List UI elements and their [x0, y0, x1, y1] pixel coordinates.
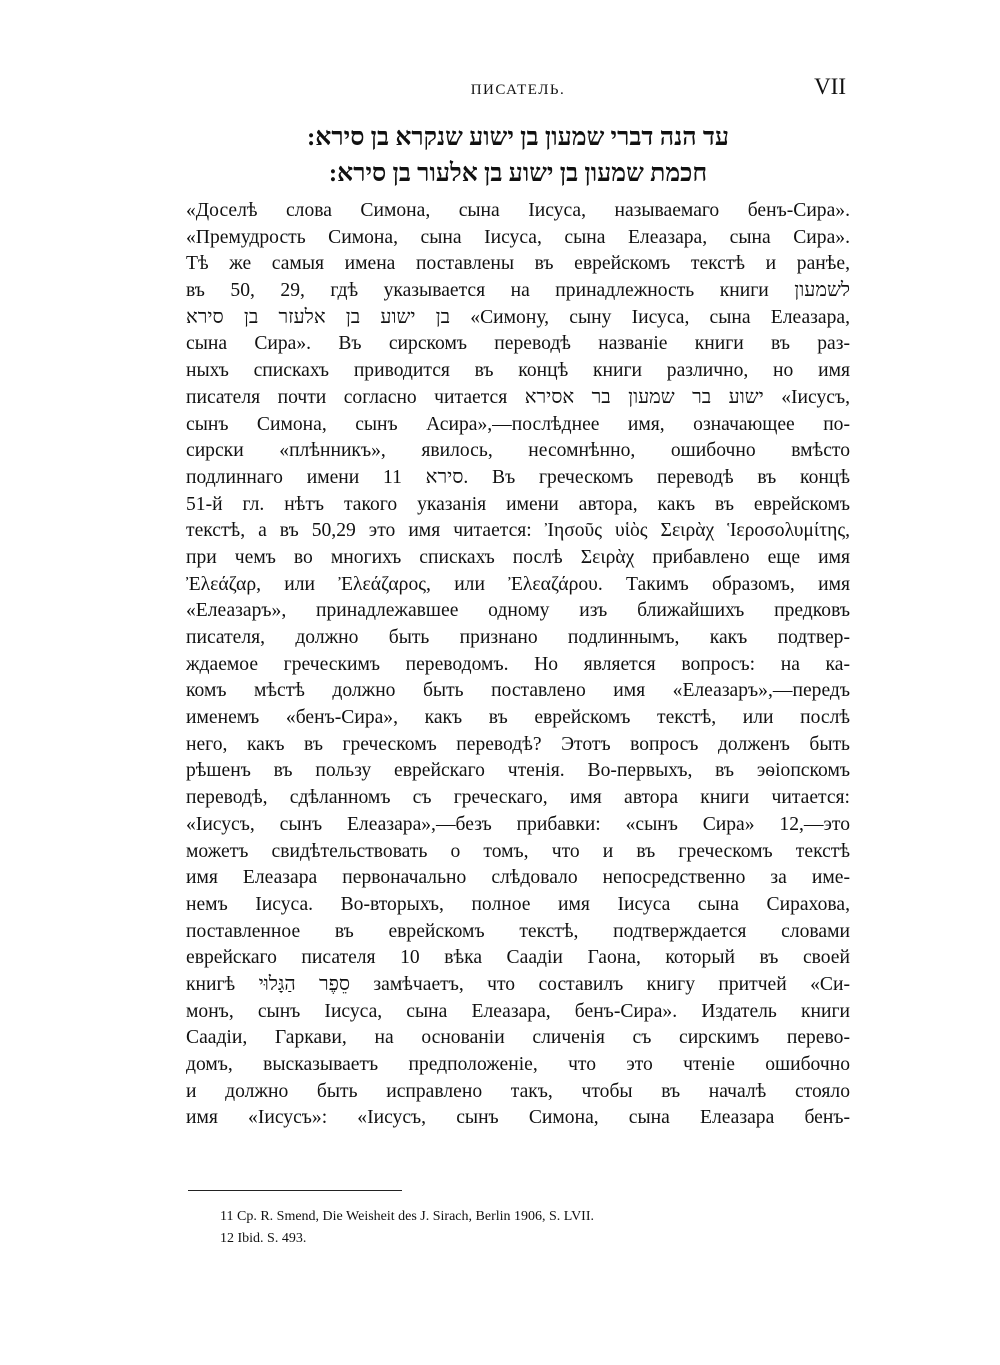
footnotes — [220, 1206, 840, 1250]
text-line: «Іисусъ, сынъ Елеазара»,—безъ прибавки: «сынъ Сира» 12,—это — [186, 813, 850, 835]
text-line: переводѣ, сдѣланномъ съ греческаго, имя автора книги читается: — [186, 787, 850, 809]
hebrew-line: חכמת שמעון בן ישוע בן אלעור בן סירא: — [328, 160, 708, 187]
text-line: «Премудрость Симона, сына Іисуса, сына Елеазара, сына Сира». — [186, 226, 850, 248]
footnote: 11 Ср. R. Smend, Die Weisheit des J. Sirach, Berlin 1906, S. LVII. — [220, 1209, 595, 1224]
text-line: «Елеазаръ», принадлежавшее одному изъ ближайшихъ предковъ — [186, 600, 850, 622]
text-line: въ 50, 29, гдѣ указывается на принадлежность книги לשמעון — [186, 280, 850, 302]
text-line: сынъ Симона, сынъ Асира»,—послѣднее имя, означающее по- — [186, 413, 850, 435]
text-line: текстѣ, а въ 50,29 это имя читается: Ἰησοῦς υἱὸς Σειρὰχ Ἱεροσολυμίτης, — [186, 520, 850, 542]
text-line: подлиннаго имени סירא 11. Въ греческомъ переводѣ въ концѣ — [186, 466, 850, 488]
text-line: монъ, сынъ Іисуса, сына Елеазара, бенъ-Сира». Издатель книги — [186, 1000, 850, 1022]
text-line: сирски «плѣнникъ», явилось, несомнѣнно, ошибочно вмѣсто — [186, 440, 850, 462]
text-line: имя Елеазара первоначально слѣдовало непосредственно за име- — [186, 867, 850, 889]
text-line: домъ, высказываетъ предположеніе, что это чтеніе ошибочно — [186, 1054, 850, 1075]
text-line: имя «Іисусъ»: «Іисусъ, сынъ Симона, сына Елеазара бенъ- — [186, 1107, 850, 1129]
text-line: 51-й гл. нѣтъ такого указанія имени автора, какъ въ еврейскомъ — [186, 493, 850, 515]
text-line: него, какъ въ греческомъ переводѣ? Этотъ вопросъ долженъ быть — [186, 733, 850, 755]
text-line: именемъ «бенъ-Сира», какъ въ еврейскомъ текстѣ, или послѣ — [186, 707, 850, 729]
text-line: немъ Іисуса. Во-вторыхъ, полное имя Іисуса сына Сирахова, — [186, 893, 850, 915]
footnote: 12 Ibid. S. 493. — [220, 1231, 307, 1246]
text-line: בן ישוע בן אלעזר בן סירא «Симону, сыну Іисуса, сына Елеазара, — [186, 306, 850, 328]
text-line: можетъ свидѣтельствовать о томъ, что и въ греческомъ текстѣ — [186, 840, 850, 862]
text-line: и должно быть исправлено такъ, чтобы въ началѣ стояло — [186, 1080, 850, 1102]
text-line: ныхъ спискахъ приводится въ концѣ книги различно, но имя — [186, 360, 850, 382]
text-line: еврейскаго писателя 10 вѣка Саадіи Гаона, который въ своей — [186, 947, 850, 969]
text-line: Саадіи, Гаркави, на основаніи сличенія съ сирскимъ перево- — [186, 1027, 850, 1049]
running-head: ПИСАТЕЛЬ. — [470, 82, 566, 98]
text-line: Тѣ же самыя имена поставлены въ еврейскомъ текстѣ и ранѣе, — [186, 253, 850, 275]
text-line: комъ мѣстѣ должно быть поставлено имя «Елеазаръ»,—передъ — [186, 680, 850, 702]
text-line: книгѣ סֵפֶר הַגָּלוּי замѣчаетъ, что составилъ книгу притчей «Си- — [186, 973, 850, 995]
body-text — [186, 198, 850, 1132]
page-number: VII — [814, 74, 846, 99]
footnote-separator — [188, 1190, 402, 1191]
page-header — [186, 74, 850, 104]
text-line: ждаемое греческимъ переводомъ. Но является вопросъ: на ка- — [186, 653, 850, 675]
text-line: рѣшенъ въ пользу еврейскаго чтенія. Во-первыхъ, въ эѳіопскомъ — [186, 760, 850, 782]
text-line: «Доселѣ слова Симона, сына Іисуса, называемаго бенъ-Сира». — [186, 200, 850, 221]
text-line: сына Сира». Въ сирскомъ переводѣ названіе книги въ раз- — [186, 333, 850, 355]
hebrew-line: עד הנה דברי שמעון בן ישוע שנקרא בן סירא: — [306, 124, 730, 151]
text-line: писателя почти согласно читается ישוע בר שמעון בר אסירא «Іисусъ, — [186, 386, 850, 408]
text-line: при чемъ во многихъ спискахъ послѣ Σειρὰχ прибавлено еще имя — [186, 546, 850, 568]
text-line: Ἐλεάζαρ, или Ἐλεάζαρος, или Ἐλεαζάρου. Такимъ образомъ, имя — [186, 573, 850, 595]
text-line: поставленное въ еврейскомъ текстѣ, подтверждается словами — [186, 920, 850, 942]
text-line: писателя, должно быть признано подлиннымъ, какъ подтвер- — [186, 627, 850, 648]
